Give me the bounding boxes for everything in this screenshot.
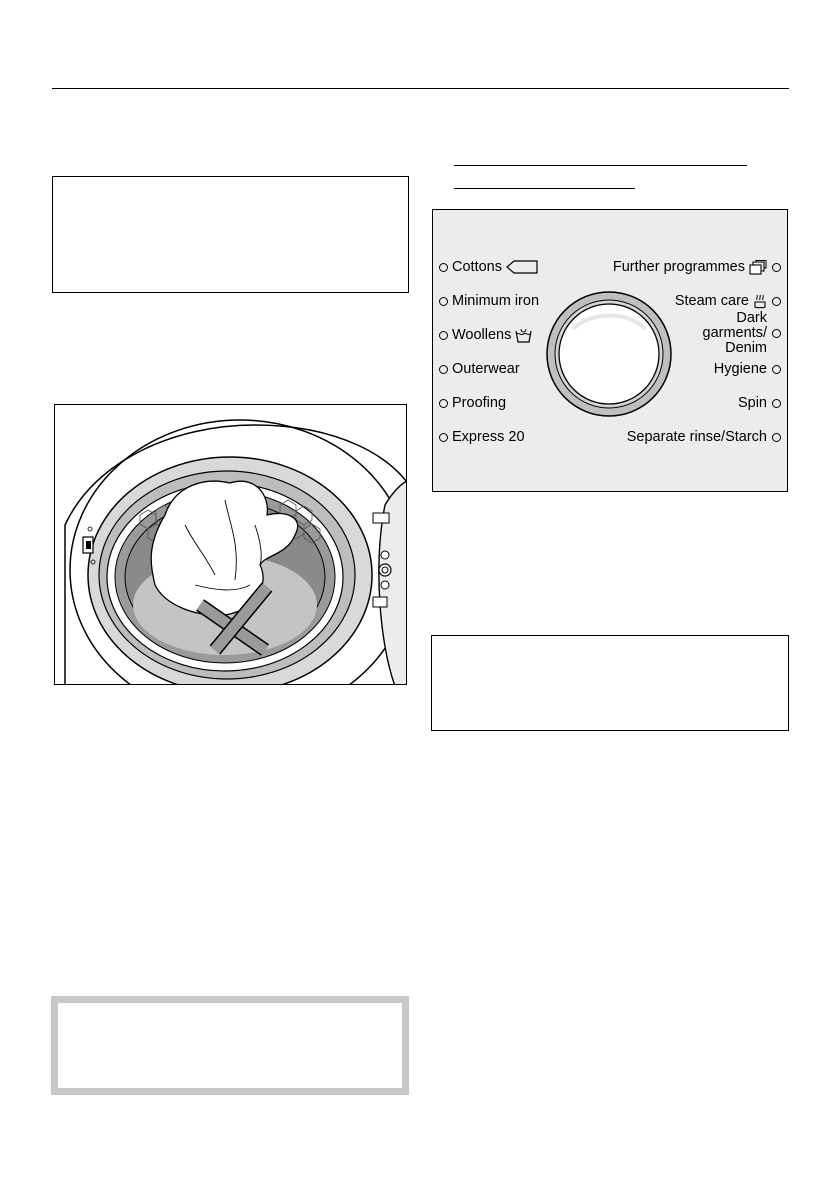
programme-label-line: Dark <box>736 310 767 326</box>
programme-further-programmes[interactable] <box>613 259 781 275</box>
indicator-light-icon <box>439 433 448 442</box>
programme-steam-care[interactable] <box>675 293 781 309</box>
indicator-light-icon <box>772 433 781 442</box>
indicator-light-icon <box>439 263 448 272</box>
cottons-tag-icon <box>506 260 538 274</box>
programme-label: Separate rinse/Starch <box>626 429 767 445</box>
programme-separate-rinse-starch[interactable] <box>627 429 781 445</box>
steam-care-icon <box>753 294 767 309</box>
programme-selector-panel <box>432 209 788 492</box>
programme-label: Steam care <box>674 293 749 309</box>
indicator-light-icon <box>439 331 448 340</box>
programme-minimum-iron[interactable] <box>439 293 539 309</box>
programme-label-line: garments/ <box>702 325 767 341</box>
programme-cottons[interactable] <box>439 259 538 275</box>
programme-label: Express 20 <box>452 429 525 445</box>
programme-label: Minimum iron <box>452 293 540 309</box>
indicator-light-icon <box>439 399 448 408</box>
programme-label: Proofing <box>452 395 507 411</box>
programme-label-line: Denim <box>725 340 767 356</box>
indicator-light-icon <box>772 329 781 338</box>
programme-outerwear[interactable] <box>439 361 520 377</box>
heading-underline-2 <box>454 188 635 189</box>
programme-label: Further programmes <box>612 259 745 275</box>
programme-proofing[interactable] <box>439 395 506 411</box>
indicator-light-icon <box>772 263 781 272</box>
programme-spin[interactable] <box>738 395 781 411</box>
programme-selector-dial[interactable] <box>545 289 673 419</box>
further-programmes-stack-icon <box>749 260 767 275</box>
programme-express-20[interactable] <box>439 429 525 445</box>
programme-label: Cottons <box>452 259 502 275</box>
programme-label: Woollens <box>452 327 512 343</box>
programme-woollens[interactable] <box>439 327 532 343</box>
note-box-right <box>431 635 789 731</box>
programme-label: Outerwear <box>452 361 520 377</box>
note-box-bottom-left <box>51 996 409 1095</box>
indicator-light-icon <box>772 365 781 374</box>
drum-svg <box>55 405 407 685</box>
programme-label: Hygiene <box>713 361 767 377</box>
indicator-light-icon <box>772 297 781 306</box>
programme-label-multiline <box>703 311 767 356</box>
indicator-light-icon <box>772 399 781 408</box>
indicator-light-icon <box>439 297 448 306</box>
indicator-light-icon <box>439 365 448 374</box>
programme-hygiene[interactable] <box>714 361 781 377</box>
note-box-top-left <box>52 176 409 293</box>
programme-dark-garments-denim[interactable] <box>703 311 781 356</box>
woollens-basin-icon <box>515 328 532 343</box>
heading-underline-1 <box>454 165 747 166</box>
drum-illustration <box>54 404 407 685</box>
programme-label: Spin <box>737 395 767 411</box>
header-rule <box>52 88 789 89</box>
